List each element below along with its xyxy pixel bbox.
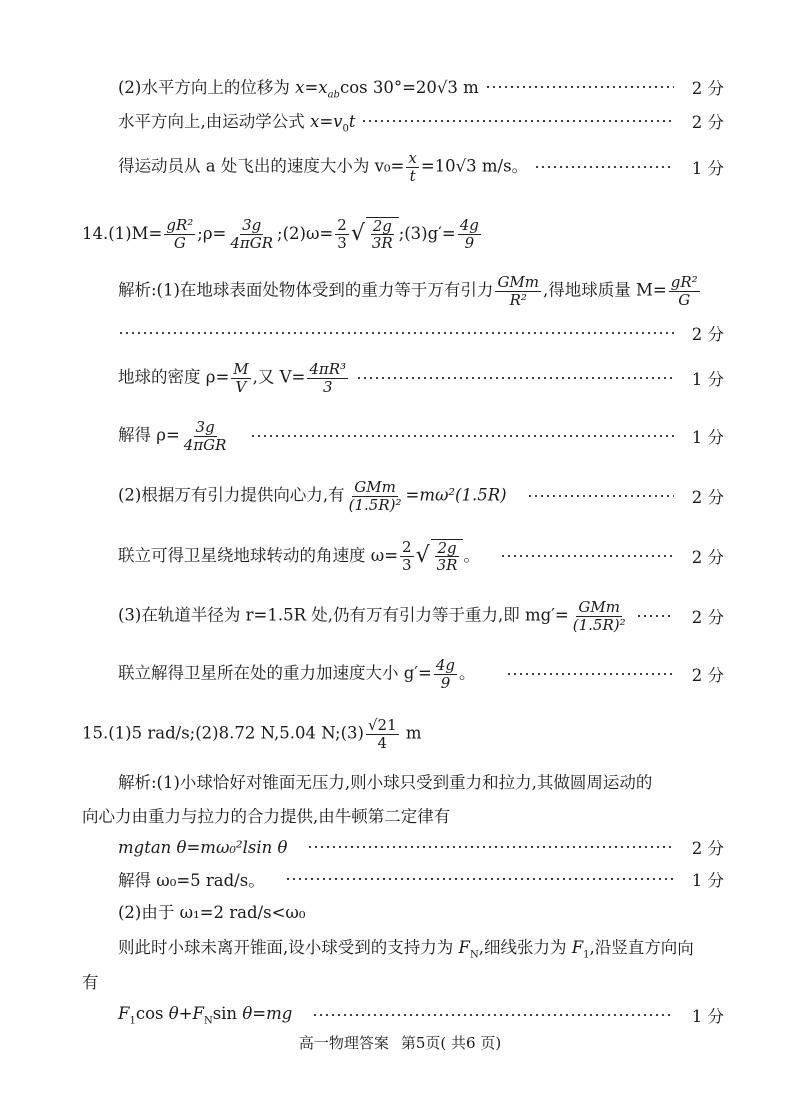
text-segment: 联立解得卫星所在处的重力加速度大小 g′= [118, 663, 432, 683]
numerator: M [233, 360, 249, 378]
answer-text: 解得 ω₀=5 rad/s。 [118, 871, 265, 890]
fraction [400, 539, 414, 573]
answer-text: 水平方向上,由运动学公式 $x=v_0t$ [118, 111, 356, 135]
answer-text: mgtan θ=mω₀²lsin θ [118, 837, 288, 857]
question-answer-line [0, 712, 800, 756]
denominator: (1.5R)² [348, 495, 402, 514]
answer-line [0, 1000, 800, 1030]
leader-dots [527, 495, 674, 497]
answer-line [0, 474, 800, 518]
denominator: 4πGR [230, 233, 274, 252]
fraction [164, 217, 195, 251]
numerator: 4πR³ [309, 360, 347, 378]
answer-line [0, 534, 800, 578]
numerator: 3g [242, 216, 262, 234]
denominator: G [173, 233, 186, 252]
fraction [182, 419, 229, 453]
leader-dots [307, 846, 674, 848]
score-label: 2 分 [691, 839, 724, 858]
answer-text: $F_1\cos$ $\theta+F_N\sin$ θ=mg [118, 1003, 293, 1027]
leader-dots [312, 1014, 674, 1016]
answer-line [0, 652, 800, 696]
denominator: 3R [436, 556, 458, 574]
text-segment: ,又 V= [252, 367, 306, 387]
score-label: 1 分 [691, 428, 724, 447]
numerator: 3g [195, 418, 215, 436]
fraction [228, 217, 275, 251]
numerator: 2g [437, 538, 457, 557]
answer-line [0, 106, 800, 136]
text-segment: 地球的密度 ρ= [118, 367, 230, 387]
score-label: 1 分 [691, 159, 724, 178]
answer-line [0, 896, 800, 926]
page-footer [0, 1032, 800, 1053]
score-label: 2 分 [691, 488, 724, 507]
answer-line [0, 270, 800, 312]
fraction [307, 361, 348, 395]
answer-line [0, 864, 800, 894]
answer-text [82, 717, 422, 751]
numerator: GMm [354, 478, 396, 496]
denominator: 4πGR [183, 435, 227, 454]
leader-dots [485, 86, 674, 88]
denominator: (1.5R)² [572, 615, 626, 634]
answer-line [0, 356, 800, 400]
answer-text [118, 419, 230, 453]
answer-text: (2)由于 ω₁=2 rad/s<ω₀ [118, 903, 306, 922]
fraction [366, 717, 399, 751]
fraction [495, 274, 541, 308]
fraction [231, 361, 250, 395]
answer-text: 解析:(1)小球恰好对锥面无压力,则小球只受到重力和拉力,其做圆周运动的 [118, 773, 653, 792]
numerator: 2 [402, 538, 412, 556]
score-label: 2 分 [691, 608, 724, 627]
score-label: 2 分 [691, 548, 724, 567]
answer-line [0, 72, 800, 102]
score-label: 1 分 [691, 871, 724, 890]
score-label: 2 分 [691, 666, 724, 685]
denominator: 3 [402, 555, 412, 574]
text-segment: ;(3)g′= [398, 223, 456, 243]
denominator: G [678, 290, 691, 309]
answer-text: 有 [82, 973, 99, 992]
question-answer-line [0, 212, 800, 256]
answer-line [0, 766, 800, 796]
text-segment: =10√3 m/s。 [420, 156, 529, 176]
answer-line [0, 966, 800, 996]
text-segment: ,得地球质量 M= [543, 280, 667, 300]
text-segment: 。 [463, 545, 480, 565]
leader-dots [285, 878, 674, 880]
denominator: 9 [464, 233, 475, 252]
text-segment: ;(2)ω= [277, 223, 334, 243]
fraction [435, 540, 460, 574]
leader-dots [534, 166, 674, 168]
text-segment: 解析:(1)在地球表面处物体受到的重力等于万有引力 [118, 280, 494, 300]
text-segment: ;ρ= [197, 223, 227, 243]
numerator: 2 [337, 216, 347, 234]
text-segment: 解得 ρ= [118, 425, 180, 445]
text-segment: 。 [459, 663, 476, 683]
answer-line [0, 594, 800, 638]
fraction [434, 657, 457, 691]
leader-dots [506, 673, 674, 675]
answer-text [118, 539, 480, 574]
numerator: 4g [459, 216, 479, 234]
footer-title: 高一物理答案 [298, 1034, 389, 1052]
text-segment: 14.(1)M= [82, 223, 163, 243]
score-label: 2 分 [691, 79, 724, 98]
answer-line [0, 414, 800, 458]
numerator: GMm [578, 598, 620, 616]
answer-line [0, 932, 800, 962]
leader-dots [118, 332, 674, 334]
answer-text: (2)水平方向上的位移为 $x=x_{ab}\cos$ 30°=20√3 m [118, 77, 479, 101]
numerator: gR² [670, 273, 698, 291]
text-segment: m [400, 723, 422, 743]
denominator: 3R [371, 234, 393, 252]
answer-text: 则此时小球未离开锥面,设小球受到的支持力为 $F_N$,细线张力为 $F_1$,沿竖直方向 [118, 937, 678, 961]
text-segment: 联立可得卫星绕地球转动的角速度 ω= [118, 545, 399, 565]
denominator: 9 [440, 673, 451, 692]
denominator: R² [509, 290, 527, 309]
leader-dots [361, 120, 674, 122]
square-root: √ $\frac{2g}{3R}$ [416, 539, 464, 574]
square-root: √ $\frac{2g}{3R}$ [351, 217, 399, 252]
denominator: 4 [377, 733, 388, 752]
answer-text [118, 150, 528, 184]
answer-text [118, 361, 350, 395]
answer-line [0, 318, 800, 348]
fraction [347, 479, 404, 513]
fraction [571, 599, 628, 633]
answer-line [0, 832, 800, 862]
answer-line [0, 800, 800, 830]
numerator: gR² [166, 216, 194, 234]
answer-text: 向心力由重力与拉力的合力提供,由牛顿第二定律有 [82, 807, 451, 826]
leader-dots [250, 435, 674, 437]
fraction [458, 217, 481, 251]
answer-text: 向 [677, 939, 694, 958]
text-segment: (3)在轨道半径为 r=1.5R 处,仍有万有引力等于重力,即 mg′= [118, 605, 569, 625]
score-label: 2 分 [691, 325, 724, 344]
fraction [335, 217, 349, 251]
answer-text [82, 217, 483, 252]
footer-page-number: 第5页( 共6 页) [400, 1034, 502, 1052]
leader-dots [356, 377, 674, 379]
answer-text [118, 274, 702, 308]
numerator: 2g [372, 216, 392, 235]
fraction [370, 218, 395, 252]
leader-dots [500, 555, 674, 557]
text-segment: (2)根据万有引力提供向心力,有 [118, 485, 345, 505]
denominator: t [409, 166, 416, 185]
score-label: 1 分 [691, 1007, 724, 1026]
leader-dots [636, 615, 674, 617]
answer-text [118, 657, 476, 691]
answer-line [0, 148, 800, 186]
text-segment: 15.(1)5 rad/s;(2)8.72 N,5.04 N;(3) [82, 723, 364, 743]
numerator: x [408, 149, 417, 167]
text-segment: =mω²(1.5R) [405, 485, 507, 505]
score-label: 1 分 [691, 370, 724, 389]
score-label: 2 分 [691, 113, 724, 132]
numerator: GMm [497, 273, 540, 291]
denominator: V [235, 377, 247, 396]
fraction [669, 274, 700, 308]
denominator: 3 [337, 233, 347, 252]
text-segment: 得运动员从 a 处飞出的速度大小为 v₀= [118, 156, 405, 176]
fraction [406, 150, 418, 184]
answer-text [118, 599, 630, 633]
answer-text [118, 479, 507, 513]
denominator: 3 [322, 377, 333, 396]
numerator: 4g [435, 656, 456, 674]
numerator: √21 [367, 716, 397, 734]
